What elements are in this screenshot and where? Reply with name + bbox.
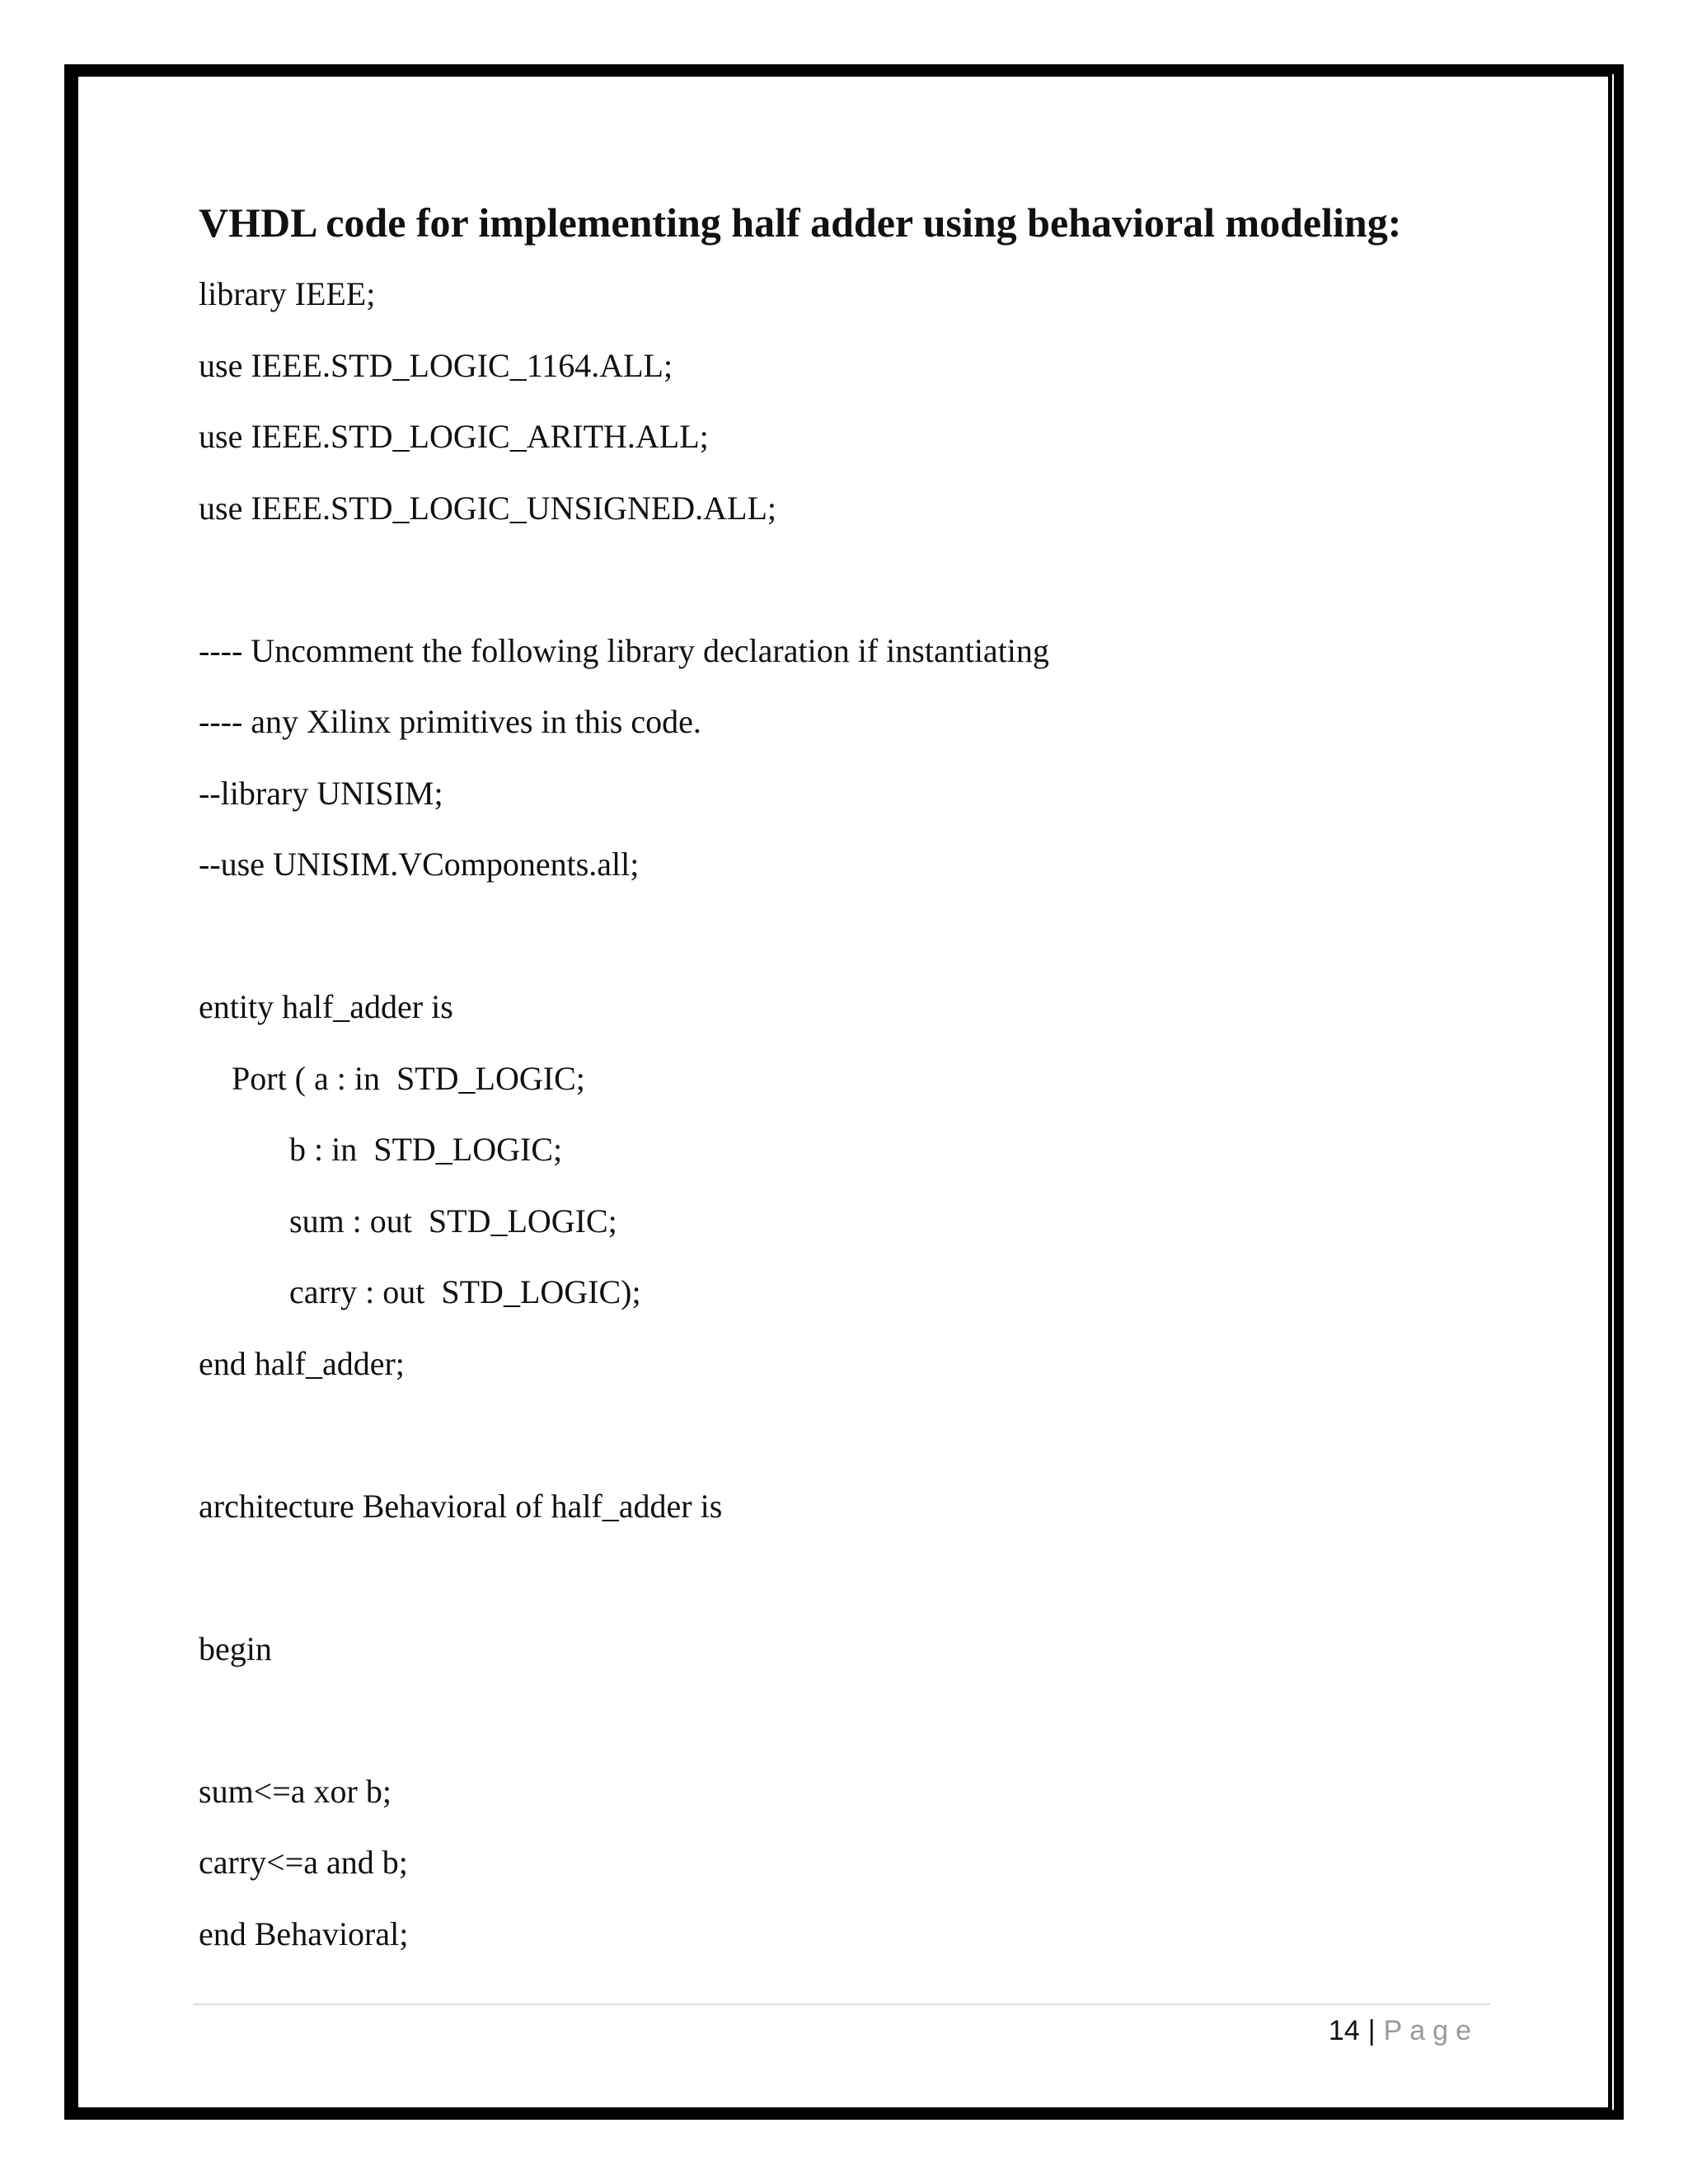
footer-separator: | [1367,2015,1376,2046]
section-heading: VHDL code for implementing half adder using behavioral modeling: [199,199,1402,246]
code-line-blank [199,544,1484,616]
code-line: entity half_adder is [199,988,453,1025]
code-line: begin [199,1629,272,1667]
code-line-blank [199,901,1484,972]
page-label: Page [1383,2015,1479,2046]
code-line: use IEEE.STD_LOGIC_ARITH.ALL; [199,418,709,455]
code-line: use IEEE.STD_LOGIC_UNSIGNED.ALL; [199,489,777,527]
footer-divider [193,2004,1490,2005]
code-block [199,259,1484,1970]
code-line: --use UNISIM.VComponents.all; [199,846,640,883]
code-line: library IEEE; [199,275,376,312]
code-line: ---- any Xilinx primitives in this code. [199,703,701,740]
code-line: sum<=a xor b; [199,1772,392,1810]
code-line-blank [199,1542,1484,1614]
code-line: b : in STD_LOGIC; [199,1131,563,1168]
page-footer [1329,2011,1479,2050]
code-line: Port ( a : in STD_LOGIC; [199,1059,585,1097]
code-line: sum : out STD_LOGIC; [199,1202,617,1240]
code-line: carry : out STD_LOGIC); [199,1273,641,1310]
page-content [199,190,1484,1970]
code-line: end half_adder; [199,1344,405,1382]
code-line: end Behavioral; [199,1915,409,1952]
code-line-blank [199,1685,1484,1756]
code-line: ---- Uncomment the following library declaration if instantiating [199,631,1049,669]
page-number: 14 [1328,2015,1360,2046]
code-line: use IEEE.STD_LOGIC_1164.ALL; [199,346,673,384]
code-line: --library UNISIM; [199,774,443,812]
code-line: carry<=a and b; [199,1844,408,1881]
code-line-blank [199,1399,1484,1471]
code-line: architecture Behavioral of half_adder is [199,1487,723,1525]
